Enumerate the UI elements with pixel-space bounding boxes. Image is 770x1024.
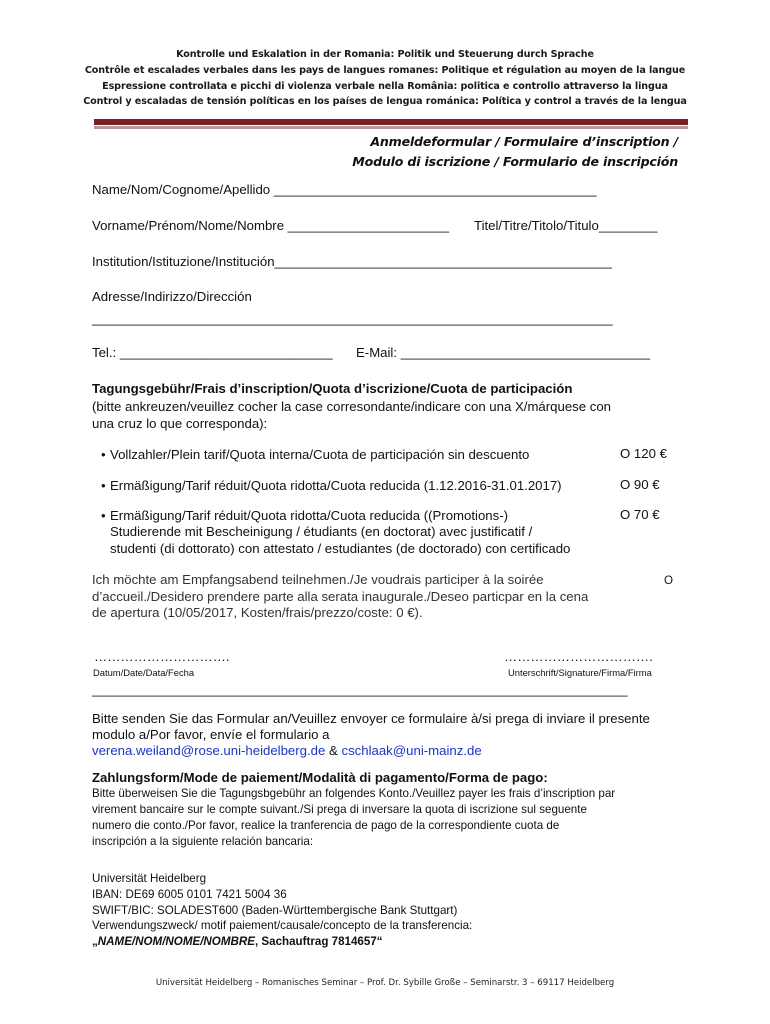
- payment-text-4: inscripción a la siguiente relación bancaria:: [92, 835, 314, 848]
- institution-field[interactable]: Institution/Istituzione/Institución______________________________________________: [92, 254, 612, 269]
- bullet: •: [101, 478, 106, 493]
- conference-title-de: Kontrolle und Eskalation in der Romania: Politik und Steuerung durch Sprache: [176, 49, 594, 60]
- bank-purpose: Verwendungszweck/ motif paiement/causale/concepto de la transferencia:: [92, 919, 473, 932]
- fee-instruction-2: una cruz lo que corresponda):: [92, 416, 268, 431]
- signature-label: Unterschrift/Signature/Firma/Firma: [508, 667, 652, 678]
- fee-option-early-label: Ermäßigung/Tarif réduit/Quota ridotta/Cuota reducida (1.12.2016-31.01.2017): [110, 478, 562, 493]
- date-field[interactable]: ………………………….: [94, 649, 230, 664]
- bank-reference: [92, 935, 383, 948]
- page-footer: Universität Heidelberg – Romanisches Seminar – Prof. Dr. Sybille Große – Seminarstr. 3 – 69117 Heidelberg: [155, 978, 615, 988]
- address-label: Adresse/Indirizzo/Dirección: [92, 289, 252, 304]
- send-instruction-2: modulo a/Por favor, envíe el formulario a: [92, 727, 330, 742]
- reference-rest: , Sachauftrag 7814657“: [254, 935, 383, 948]
- send-emails: [92, 743, 482, 758]
- bullet: •: [101, 508, 106, 523]
- email-field[interactable]: E-Mail: __________________________________: [356, 345, 651, 360]
- firstname-field[interactable]: Vorname/Prénom/Nome/Nombre ______________________: [92, 218, 450, 233]
- header-divider-shadow: [94, 126, 688, 129]
- email-link-schlaak[interactable]: cschlaak@uni-mainz.de: [341, 743, 482, 758]
- payment-heading: Zahlungsform/Mode de paiement/Modalità di pagamento/Forma de pago:: [92, 770, 548, 785]
- fee-option-full-checkbox[interactable]: O 120 €: [620, 446, 667, 461]
- reception-checkbox[interactable]: O: [664, 574, 674, 587]
- separator-rule: _________________________________________________________________________: [92, 682, 628, 697]
- reception-text-3: de apertura (10/05/2017, Kosten/frais/prezzo/coste: 0 €).: [92, 605, 423, 620]
- send-instruction-1: Bitte senden Sie das Formular an/Veuillez envoyer ce formulaire à/si prega di inviare il presente: [92, 711, 650, 726]
- date-label: Datum/Date/Data/Fecha: [93, 667, 195, 678]
- reference-open-quote: „: [92, 935, 98, 948]
- bank-name: Universität Heidelberg: [92, 872, 207, 885]
- conference-title-es: Control y escaladas de tensión políticas en los países de lengua románica: Política y control a través de la lengua: [83, 96, 687, 107]
- conference-title-fr: Contrôle et escalades verbales dans les pays de langues romanes: Politique et régulation au moyen de la langue: [84, 65, 686, 76]
- payment-text-3: numero die conto./Por favor, realice la tranferencia de pago de la correspondiente cuota de: [92, 819, 560, 832]
- form-title-line2: Modulo di iscrizione / Formulario de inscripción: [352, 154, 678, 169]
- header-divider: [94, 119, 688, 125]
- bank-iban: IBAN: DE69 6005 0101 7421 5004 36: [92, 888, 287, 901]
- signature-field[interactable]: …………………………….: [504, 649, 653, 664]
- email-link-weiland[interactable]: verena.weiland@rose.uni-heidelberg.de: [92, 743, 326, 758]
- reference-name: NAME/NOM/NOME/NOMBRE: [97, 935, 255, 948]
- name-field[interactable]: Name/Nom/Cognome/Apellido ____________________________________________: [92, 182, 597, 197]
- bank-swift: SWIFT/BIC: SOLADEST600 (Baden-Württembergische Bank Stuttgart): [92, 904, 458, 917]
- fee-option-student-label-cont1: Studierende mit Bescheinigung / étudiants (en doctorat) avec justificatif /: [110, 524, 533, 539]
- address-field[interactable]: _______________________________________________________________________: [92, 311, 613, 326]
- fee-instruction-1: (bitte ankreuzen/veuillez cocher la case corresondante/indicare con una X/márquese con: [92, 399, 612, 414]
- phone-field[interactable]: Tel.: _____________________________: [92, 345, 333, 360]
- bullet: •: [101, 447, 106, 462]
- payment-text-2: virement bancaire sur le compte suivant./Si prega di inversare la quota di iscrizione sul seguente: [92, 803, 587, 816]
- fee-heading: Tagungsgebühr/Frais d’inscription/Quota d’iscrizione/Cuota de participación: [92, 381, 573, 396]
- reception-text-1: Ich möchte am Empfangsabend teilnehmen./Je voudrais participer à la soirée: [92, 572, 544, 587]
- fee-option-student-checkbox[interactable]: O 70 €: [620, 507, 660, 522]
- fee-option-full-label: Vollzahler/Plein tarif/Quota interna/Cuota de participación sin descuento: [110, 447, 530, 462]
- fee-option-early-checkbox[interactable]: O 90 €: [620, 477, 660, 492]
- title-field[interactable]: Titel/Titre/Titolo/Titulo________: [474, 218, 658, 233]
- conference-title-it: Espressione controllata e picchi di violenza verbale nella România: politica e controllo attraverso la lingua: [102, 81, 668, 92]
- payment-text-1: Bitte überweisen Sie die Tagungsbgebühr an folgendes Konto./Veuillez payer les frais d’inscription par: [92, 787, 616, 800]
- fee-option-student-label: Ermäßigung/Tarif réduit/Quota ridotta/Cuota reducida ((Promotions-): [110, 508, 508, 523]
- reception-text-2: d’accueil./Desidero prendere parte alla serata inaugurale./Deseo particpar en la cena: [92, 589, 589, 604]
- ampersand: &: [329, 743, 338, 758]
- form-title-line1: Anmeldeformular / Formulaire d’inscription /: [370, 134, 678, 149]
- fee-option-student-label-cont2: studenti (di dottorato) con attestato / estudiantes (de doctorado) con certificado: [110, 541, 571, 556]
